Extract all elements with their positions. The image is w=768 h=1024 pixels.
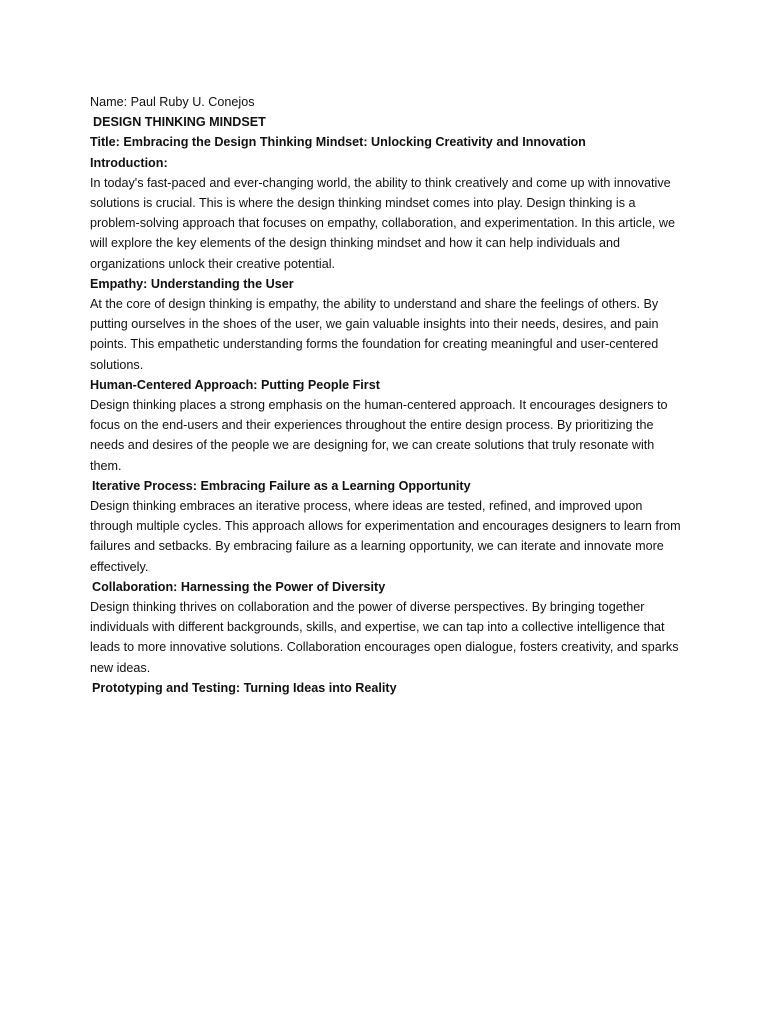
section-paragraph-introduction: In today's fast-paced and ever-changing world, the ability to think creatively and come up with innovative solutions is crucial. This is where the design thinking mindset comes into play. Design thinking is a problem-solving approach that focuses on empathy, collaboration, and experimentation. In this article, we will explore the key elements of the design thinking mindset and how it can help individuals and organizations unlock their creative potential.	[90, 175, 676, 271]
section-heading-empathy: Empathy: Understanding the User	[90, 276, 294, 291]
section-paragraph-iterative: Design thinking embraces an iterative process, where ideas are tested, refined, and improved upon through multiple cycles. This approach allows for experimentation and encourages designers to learn from failures and setbacks. By embracing failure as a learning opportunity, we can iterate and innovate more effectively.	[90, 499, 681, 574]
section-paragraph-empathy: At the core of design thinking is empathy, the ability to understand and share the feelings of others. By putting ourselves in the shoes of the user, we gain valuable insights into their needs, desires, and pain points. This empathetic understanding forms the foundation for creating meaningful and user-centered solutions.	[90, 297, 659, 372]
article-title: Title: Embracing the Design Thinking Mindset: Unlocking Creativity and Innovation	[90, 135, 586, 150]
section-heading-collaboration: Collaboration: Harnessing the Power of Diversity	[92, 579, 386, 594]
document-body	[90, 92, 682, 698]
section-heading-human-centered: Human-Centered Approach: Putting People First	[90, 377, 380, 392]
section-heading-introduction: Introduction:	[90, 155, 168, 170]
author-name: Name: Paul Ruby U. Conejos	[90, 95, 255, 109]
document-title: DESIGN THINKING MINDSET	[93, 115, 266, 130]
section-paragraph-collaboration: Design thinking thrives on collaboration and the power of diverse perspectives. By bringing together individuals with different backgrounds, skills, and expertise, we can tap into a collective intelligence that leads to more innovative solutions. Collaboration encourages open dialogue, fosters creativity, and sparks new ideas.	[90, 600, 679, 675]
section-heading-iterative: Iterative Process: Embracing Failure as a Learning Opportunity	[92, 478, 471, 493]
section-heading-prototyping: Prototyping and Testing: Turning Ideas into Reality	[92, 680, 397, 695]
section-paragraph-human-centered: Design thinking places a strong emphasis on the human-centered approach. It encourages designers to focus on the end-users and their experiences throughout the entire design process. By prioritizing the needs and desires of the people we are designing for, we can create solutions that truly resonate with them.	[90, 398, 668, 473]
